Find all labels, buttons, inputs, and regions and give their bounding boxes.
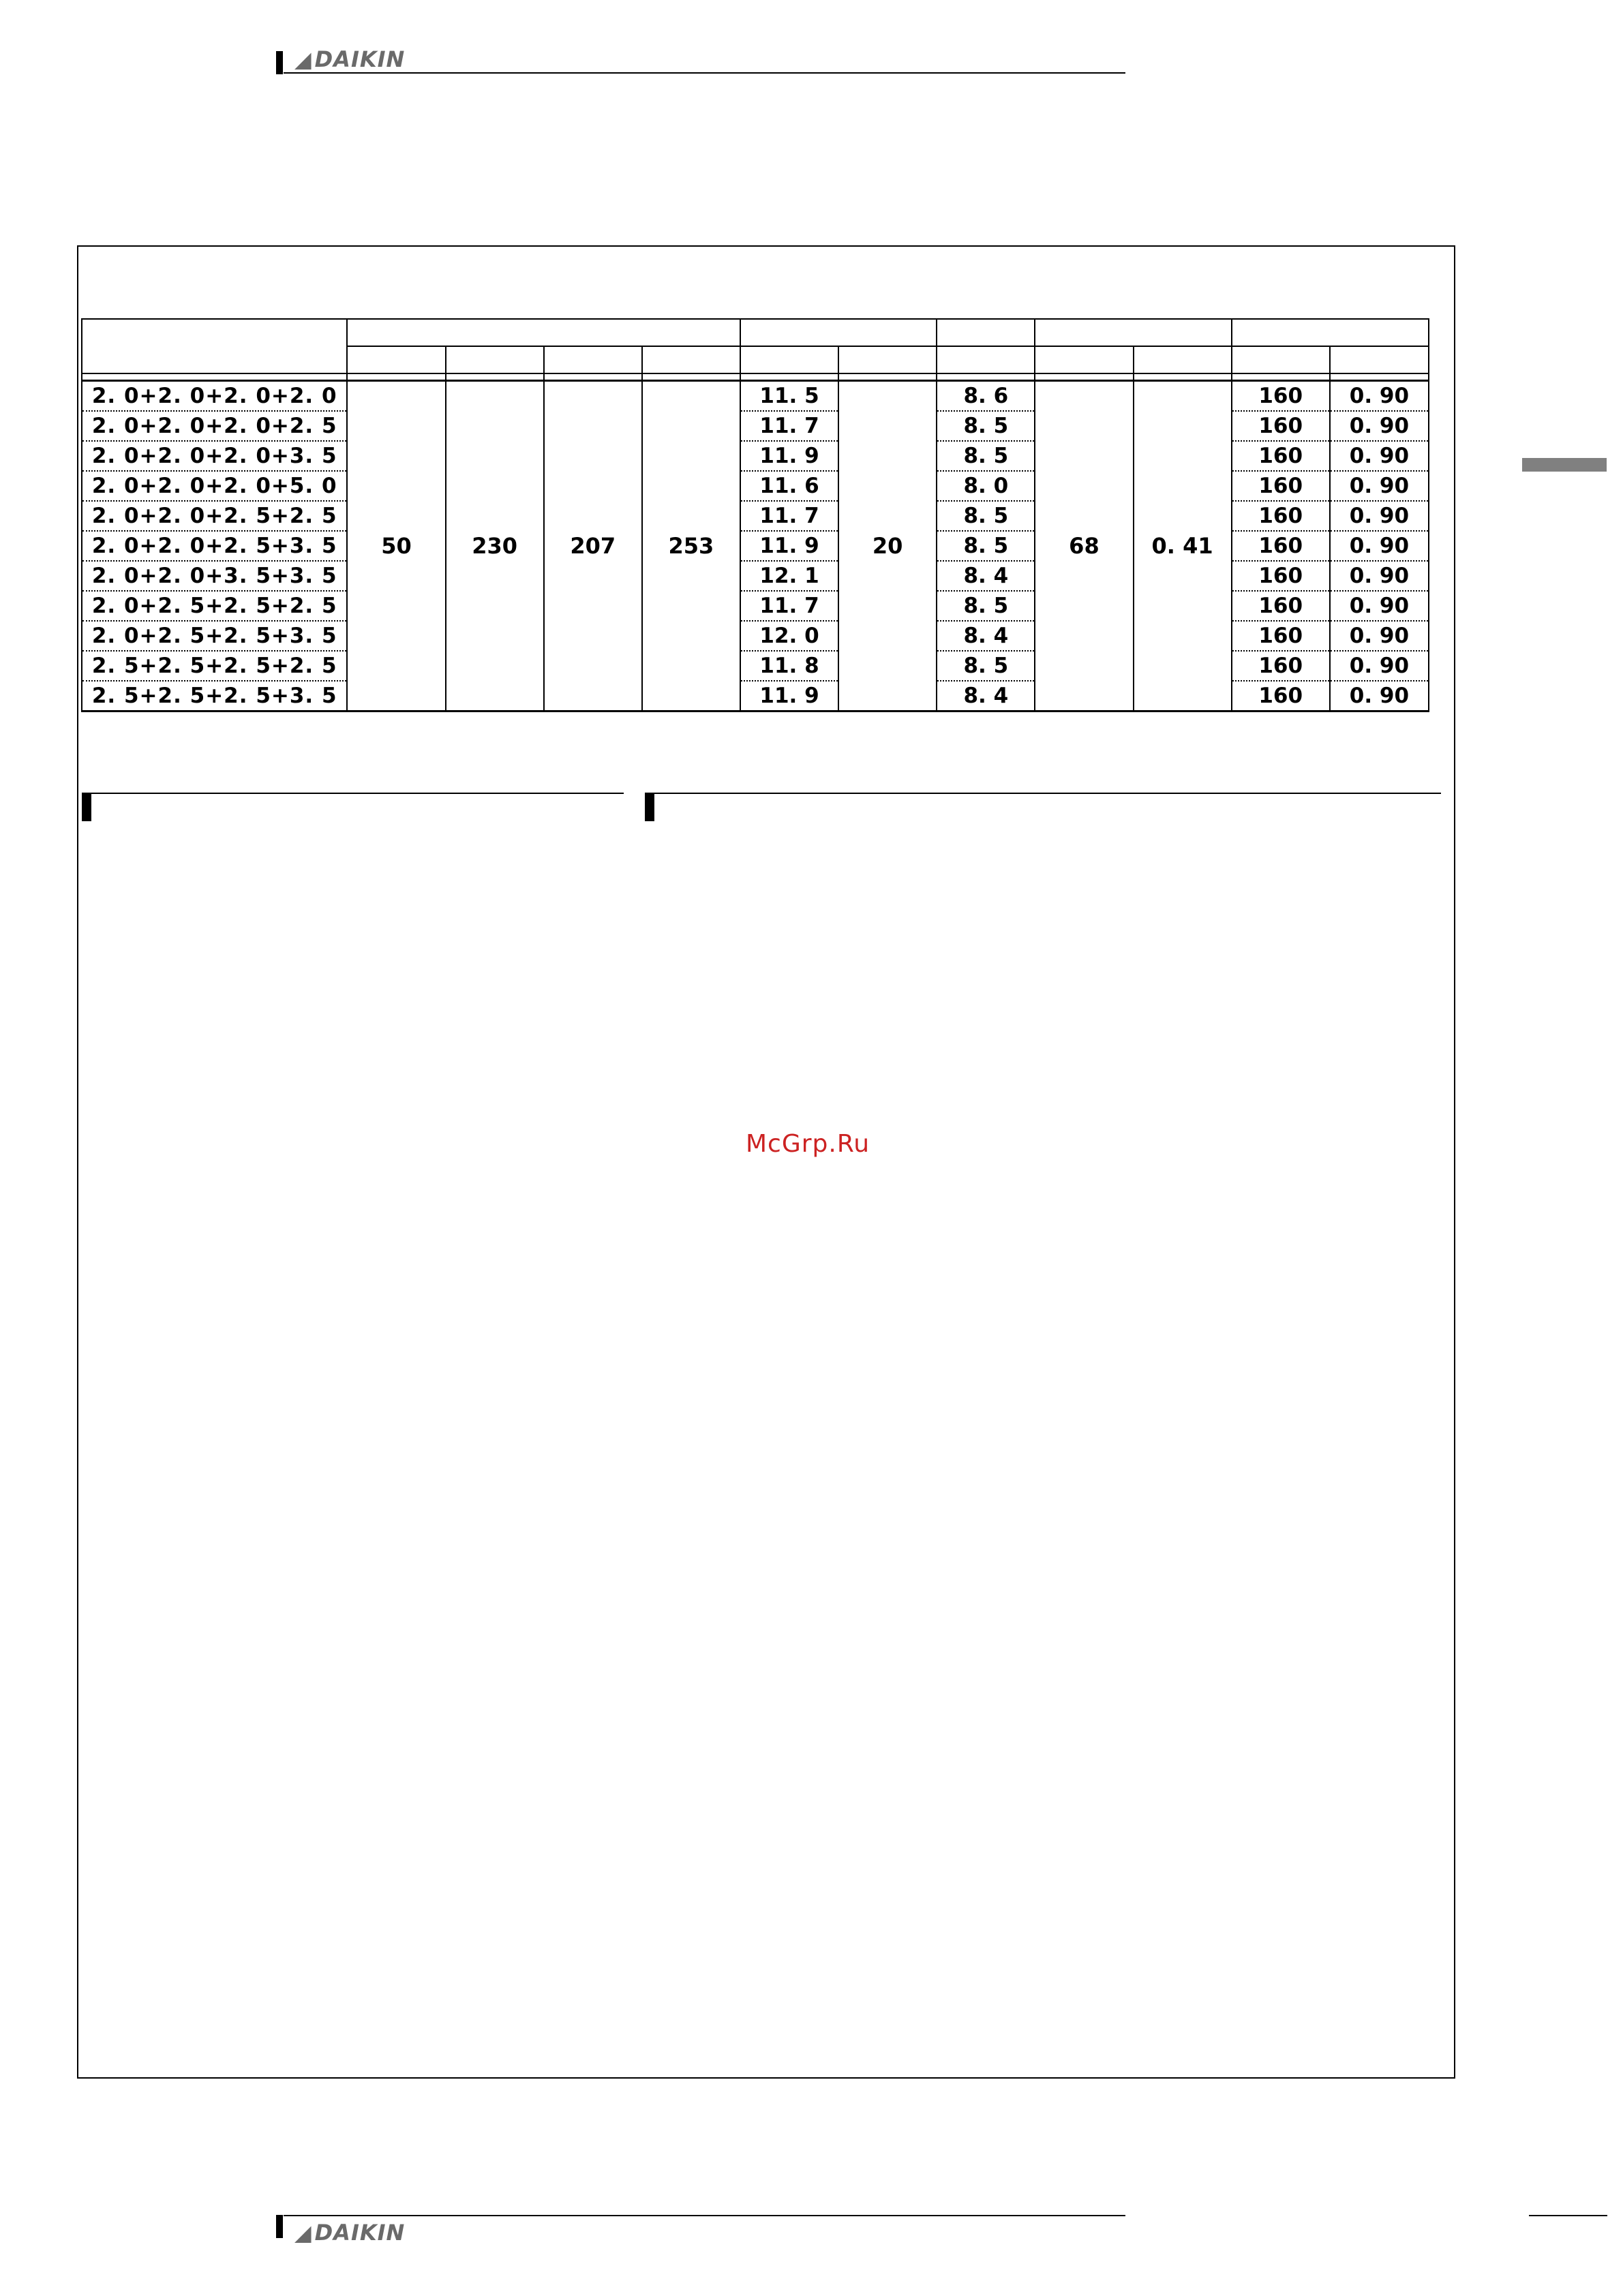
value-cell: 8. 5 xyxy=(937,441,1035,471)
value-cell: 0. 90 xyxy=(1330,381,1429,412)
value-cell: 0. 90 xyxy=(1330,531,1429,561)
value-cell: 8. 5 xyxy=(937,501,1035,531)
combination-cell: 2. 0+2. 0+2. 0+5. 0 xyxy=(82,471,347,501)
value-cell: 0. 90 xyxy=(1330,561,1429,591)
header-group-b xyxy=(740,319,937,346)
merged-value-cell: 20 xyxy=(838,381,937,711)
value-cell: 160 xyxy=(1232,501,1330,531)
header-sub-cell xyxy=(1330,346,1429,373)
value-cell: 160 xyxy=(1232,411,1330,441)
value-cell: 8. 4 xyxy=(937,561,1035,591)
header-sub-cell xyxy=(1232,346,1330,373)
combination-cell: 2. 0+2. 5+2. 5+3. 5 xyxy=(82,621,347,651)
header-sub-cell xyxy=(1035,346,1133,373)
footer-logo-text: DAIKIN xyxy=(314,2220,406,2246)
value-cell: 160 xyxy=(1232,651,1330,681)
value-cell: 160 xyxy=(1232,531,1330,561)
header-group-e xyxy=(1232,319,1429,346)
value-cell: 11. 7 xyxy=(740,501,838,531)
merged-value-cell: 207 xyxy=(544,381,642,711)
combination-cell: 2. 5+2. 5+2. 5+3. 5 xyxy=(82,681,347,711)
value-cell: 0. 90 xyxy=(1330,471,1429,501)
header-sub-cell xyxy=(347,346,445,373)
combination-cell: 2. 0+2. 0+2. 0+2. 0 xyxy=(82,381,347,412)
right-section-marker xyxy=(645,793,654,821)
table-row xyxy=(82,381,1429,412)
footer-page-rule xyxy=(1529,2215,1607,2216)
value-cell: 160 xyxy=(1232,561,1330,591)
watermark-text: McGrp.Ru xyxy=(746,1130,870,1158)
left-section-rule xyxy=(82,793,624,794)
value-cell: 0. 90 xyxy=(1330,411,1429,441)
value-cell: 160 xyxy=(1232,381,1330,412)
value-cell: 8. 5 xyxy=(937,651,1035,681)
merged-value-cell: 230 xyxy=(446,381,544,711)
header-group-c xyxy=(937,319,1035,346)
merged-value-cell: 50 xyxy=(347,381,445,711)
value-cell: 11. 7 xyxy=(740,411,838,441)
value-cell: 8. 5 xyxy=(937,411,1035,441)
value-cell: 12. 0 xyxy=(740,621,838,651)
header-combination-cell xyxy=(82,319,347,373)
value-cell: 11. 7 xyxy=(740,591,838,621)
header-daikin-logo xyxy=(294,46,405,72)
value-cell: 0. 90 xyxy=(1330,441,1429,471)
value-cell: 0. 90 xyxy=(1330,591,1429,621)
combination-cell: 2. 5+2. 5+2. 5+2. 5 xyxy=(82,651,347,681)
merged-value-cell: 253 xyxy=(642,381,740,711)
value-cell: 8. 4 xyxy=(937,621,1035,651)
combination-cell: 2. 0+2. 0+2. 0+3. 5 xyxy=(82,441,347,471)
value-cell: 160 xyxy=(1232,441,1330,471)
value-cell: 0. 90 xyxy=(1330,621,1429,651)
value-cell: 160 xyxy=(1232,681,1330,711)
value-cell: 0. 90 xyxy=(1330,651,1429,681)
value-cell: 8. 0 xyxy=(937,471,1035,501)
combination-cell: 2. 0+2. 5+2. 5+2. 5 xyxy=(82,591,347,621)
merged-value-cell: 68 xyxy=(1035,381,1133,711)
value-cell: 8. 5 xyxy=(937,531,1035,561)
header-row-1 xyxy=(82,319,1429,346)
header-logo-bar xyxy=(276,51,283,74)
combination-cell: 2. 0+2. 0+2. 0+2. 5 xyxy=(82,411,347,441)
left-section-marker xyxy=(82,793,91,821)
combination-cell: 2. 0+2. 0+3. 5+3. 5 xyxy=(82,561,347,591)
header-sub-cell xyxy=(1134,346,1232,373)
header-gap-row xyxy=(82,373,1429,381)
value-cell: 160 xyxy=(1232,591,1330,621)
combination-cell: 2. 0+2. 0+2. 5+2. 5 xyxy=(82,501,347,531)
header-sub-cell xyxy=(642,346,740,373)
value-cell: 0. 90 xyxy=(1330,501,1429,531)
value-cell: 8. 5 xyxy=(937,591,1035,621)
value-cell: 160 xyxy=(1232,621,1330,651)
value-cell: 11. 9 xyxy=(740,441,838,471)
header-group-d xyxy=(1035,319,1231,346)
value-cell: 11. 5 xyxy=(740,381,838,412)
footer-rule xyxy=(284,2215,1125,2216)
section-tab-marker xyxy=(1522,458,1607,472)
header-sub-cell xyxy=(740,346,838,373)
value-cell: 11. 6 xyxy=(740,471,838,501)
header-logo-text: DAIKIN xyxy=(314,46,406,72)
value-cell: 11. 8 xyxy=(740,651,838,681)
merged-value-cell: 0. 41 xyxy=(1134,381,1232,711)
value-cell: 0. 90 xyxy=(1330,681,1429,711)
header-sub-cell xyxy=(937,346,1035,373)
value-cell: 11. 9 xyxy=(740,531,838,561)
header-sub-cell xyxy=(838,346,937,373)
footer-logo-bar xyxy=(276,2215,283,2238)
value-cell: 8. 4 xyxy=(937,681,1035,711)
footer-daikin-logo xyxy=(294,2220,405,2246)
header-group-a xyxy=(347,319,740,346)
daikin-logo-icon: ◢ xyxy=(294,2220,312,2246)
value-cell: 12. 1 xyxy=(740,561,838,591)
combination-cell: 2. 0+2. 0+2. 5+3. 5 xyxy=(82,531,347,561)
spec-table xyxy=(81,318,1429,712)
table-body xyxy=(82,381,1429,711)
value-cell: 8. 6 xyxy=(937,381,1035,412)
value-cell: 11. 9 xyxy=(740,681,838,711)
header-rule xyxy=(284,72,1125,74)
daikin-logo-icon: ◢ xyxy=(294,46,312,72)
right-section-rule xyxy=(645,793,1441,794)
header-sub-cell xyxy=(544,346,642,373)
header-sub-cell xyxy=(446,346,544,373)
value-cell: 160 xyxy=(1232,471,1330,501)
